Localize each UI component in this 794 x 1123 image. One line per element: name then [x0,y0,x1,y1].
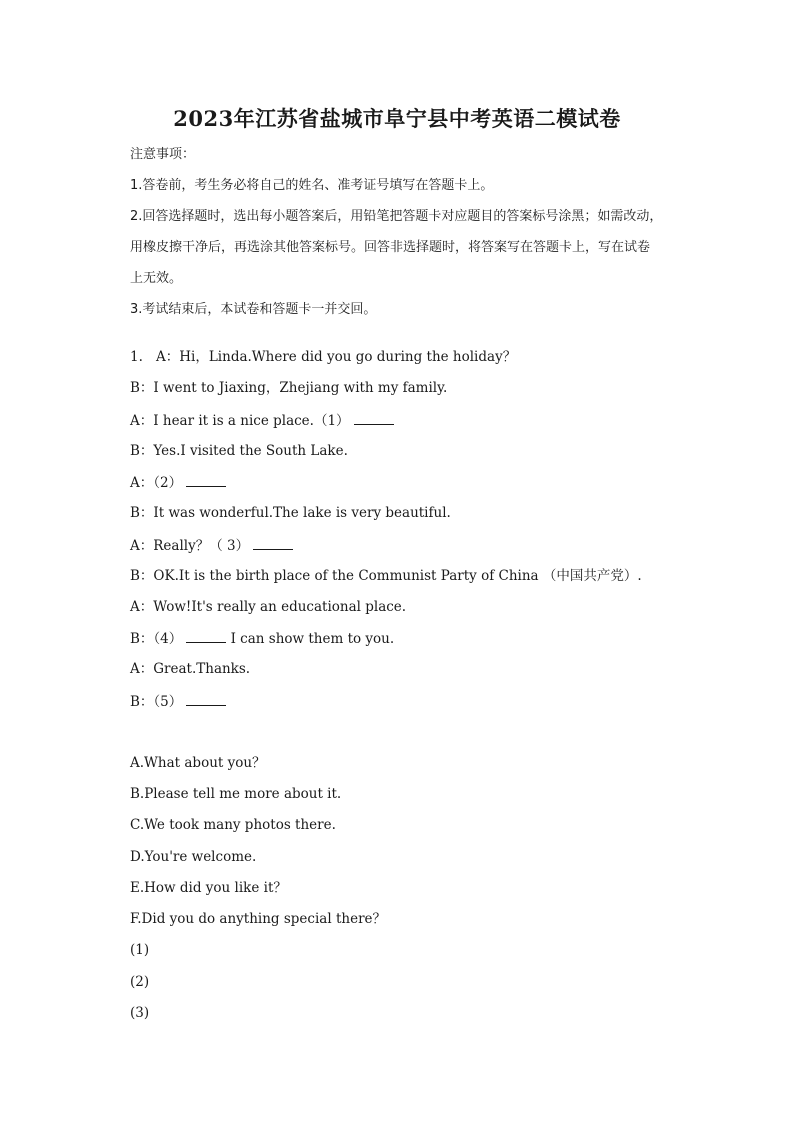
answer-slot: (2) [130,974,150,990]
dialogue-line [130,504,451,522]
notice-heading: 注意事项： [130,147,196,162]
dialogue-text: A：（2） [130,475,183,491]
notice-line: 用橡皮擦干净后，再选涂其他答案标号。回答非选择题时，将答案写在答题卡上，写在试卷 [130,240,651,255]
answer-blank[interactable] [186,473,226,487]
dialogue-line [130,442,348,460]
dialogue-text: A：Really？（ 3） [130,538,250,554]
answer-blank[interactable] [253,536,293,550]
dialogue-text: B：It was wonderful.The lake is very beautiful. [130,505,451,521]
dialogue-text: B：（4） [130,631,183,647]
dialogue-line [130,629,394,648]
notice-line: 3.考试结束后，本试卷和答题卡一并交回。 [130,302,377,317]
option-item: F.Did you do anything special there？ [130,911,387,927]
dialogue-text: A：Great.Thanks. [130,661,251,677]
answer-slot: (3) [130,1005,150,1021]
option-item: E.How did you like it？ [130,880,287,896]
dialogue-text: A：Hi，Linda.Where did you go during the holiday？ [156,349,517,365]
dialogue-line [130,598,406,616]
page-title: 2023年江苏省盐城市阜宁县中考英语二模试卷 [173,106,621,131]
dialogue-text-after: I can show them to you. [230,631,395,647]
option-item: C.We took many photos there. [130,817,336,833]
dialogue-text: B：Yes.I visited the South Lake. [130,443,348,459]
dialogue-line [130,536,293,555]
dialogue-text: A：I hear it is a nice place.（1） [130,413,350,429]
dialogue-line [130,473,226,492]
dialogue-line [130,348,516,366]
answer-blank[interactable] [186,629,226,643]
dialogue-line [130,411,394,430]
option-item: A.What about you？ [130,755,266,771]
dialogue-text: B：I went to Jiaxing，Zhejiang with my family. [130,380,448,396]
dialogue-line [130,379,447,397]
notice-line: 2.回答选择题时，选出每小题答案后，用铅笔把答题卡对应题目的答案标号涂黑；如需改动， [130,209,663,224]
option-item: D.You're welcome. [130,849,257,865]
option-item: B.Please tell me more about it. [130,786,342,802]
dialogue-text: B：（5） [130,694,183,710]
dialogue-line [130,692,226,711]
answer-blank[interactable] [186,692,226,706]
dialogue-text: B：OK.It is the birth place of the Communist Party of China （中国共产党）. [130,568,642,584]
notice-line: 1.答卷前，考生务必将自己的姓名、准考证号填写在答题卡上。 [130,178,494,193]
dialogue-line [130,660,250,678]
answer-blank[interactable] [354,411,394,425]
dialogue-line [130,567,642,585]
notice-line: 上无效。 [130,271,183,286]
answer-slot: (1) [130,942,150,958]
dialogue-text: A：Wow!It's really an educational place. [130,599,407,615]
question-number: 1. [130,349,143,365]
